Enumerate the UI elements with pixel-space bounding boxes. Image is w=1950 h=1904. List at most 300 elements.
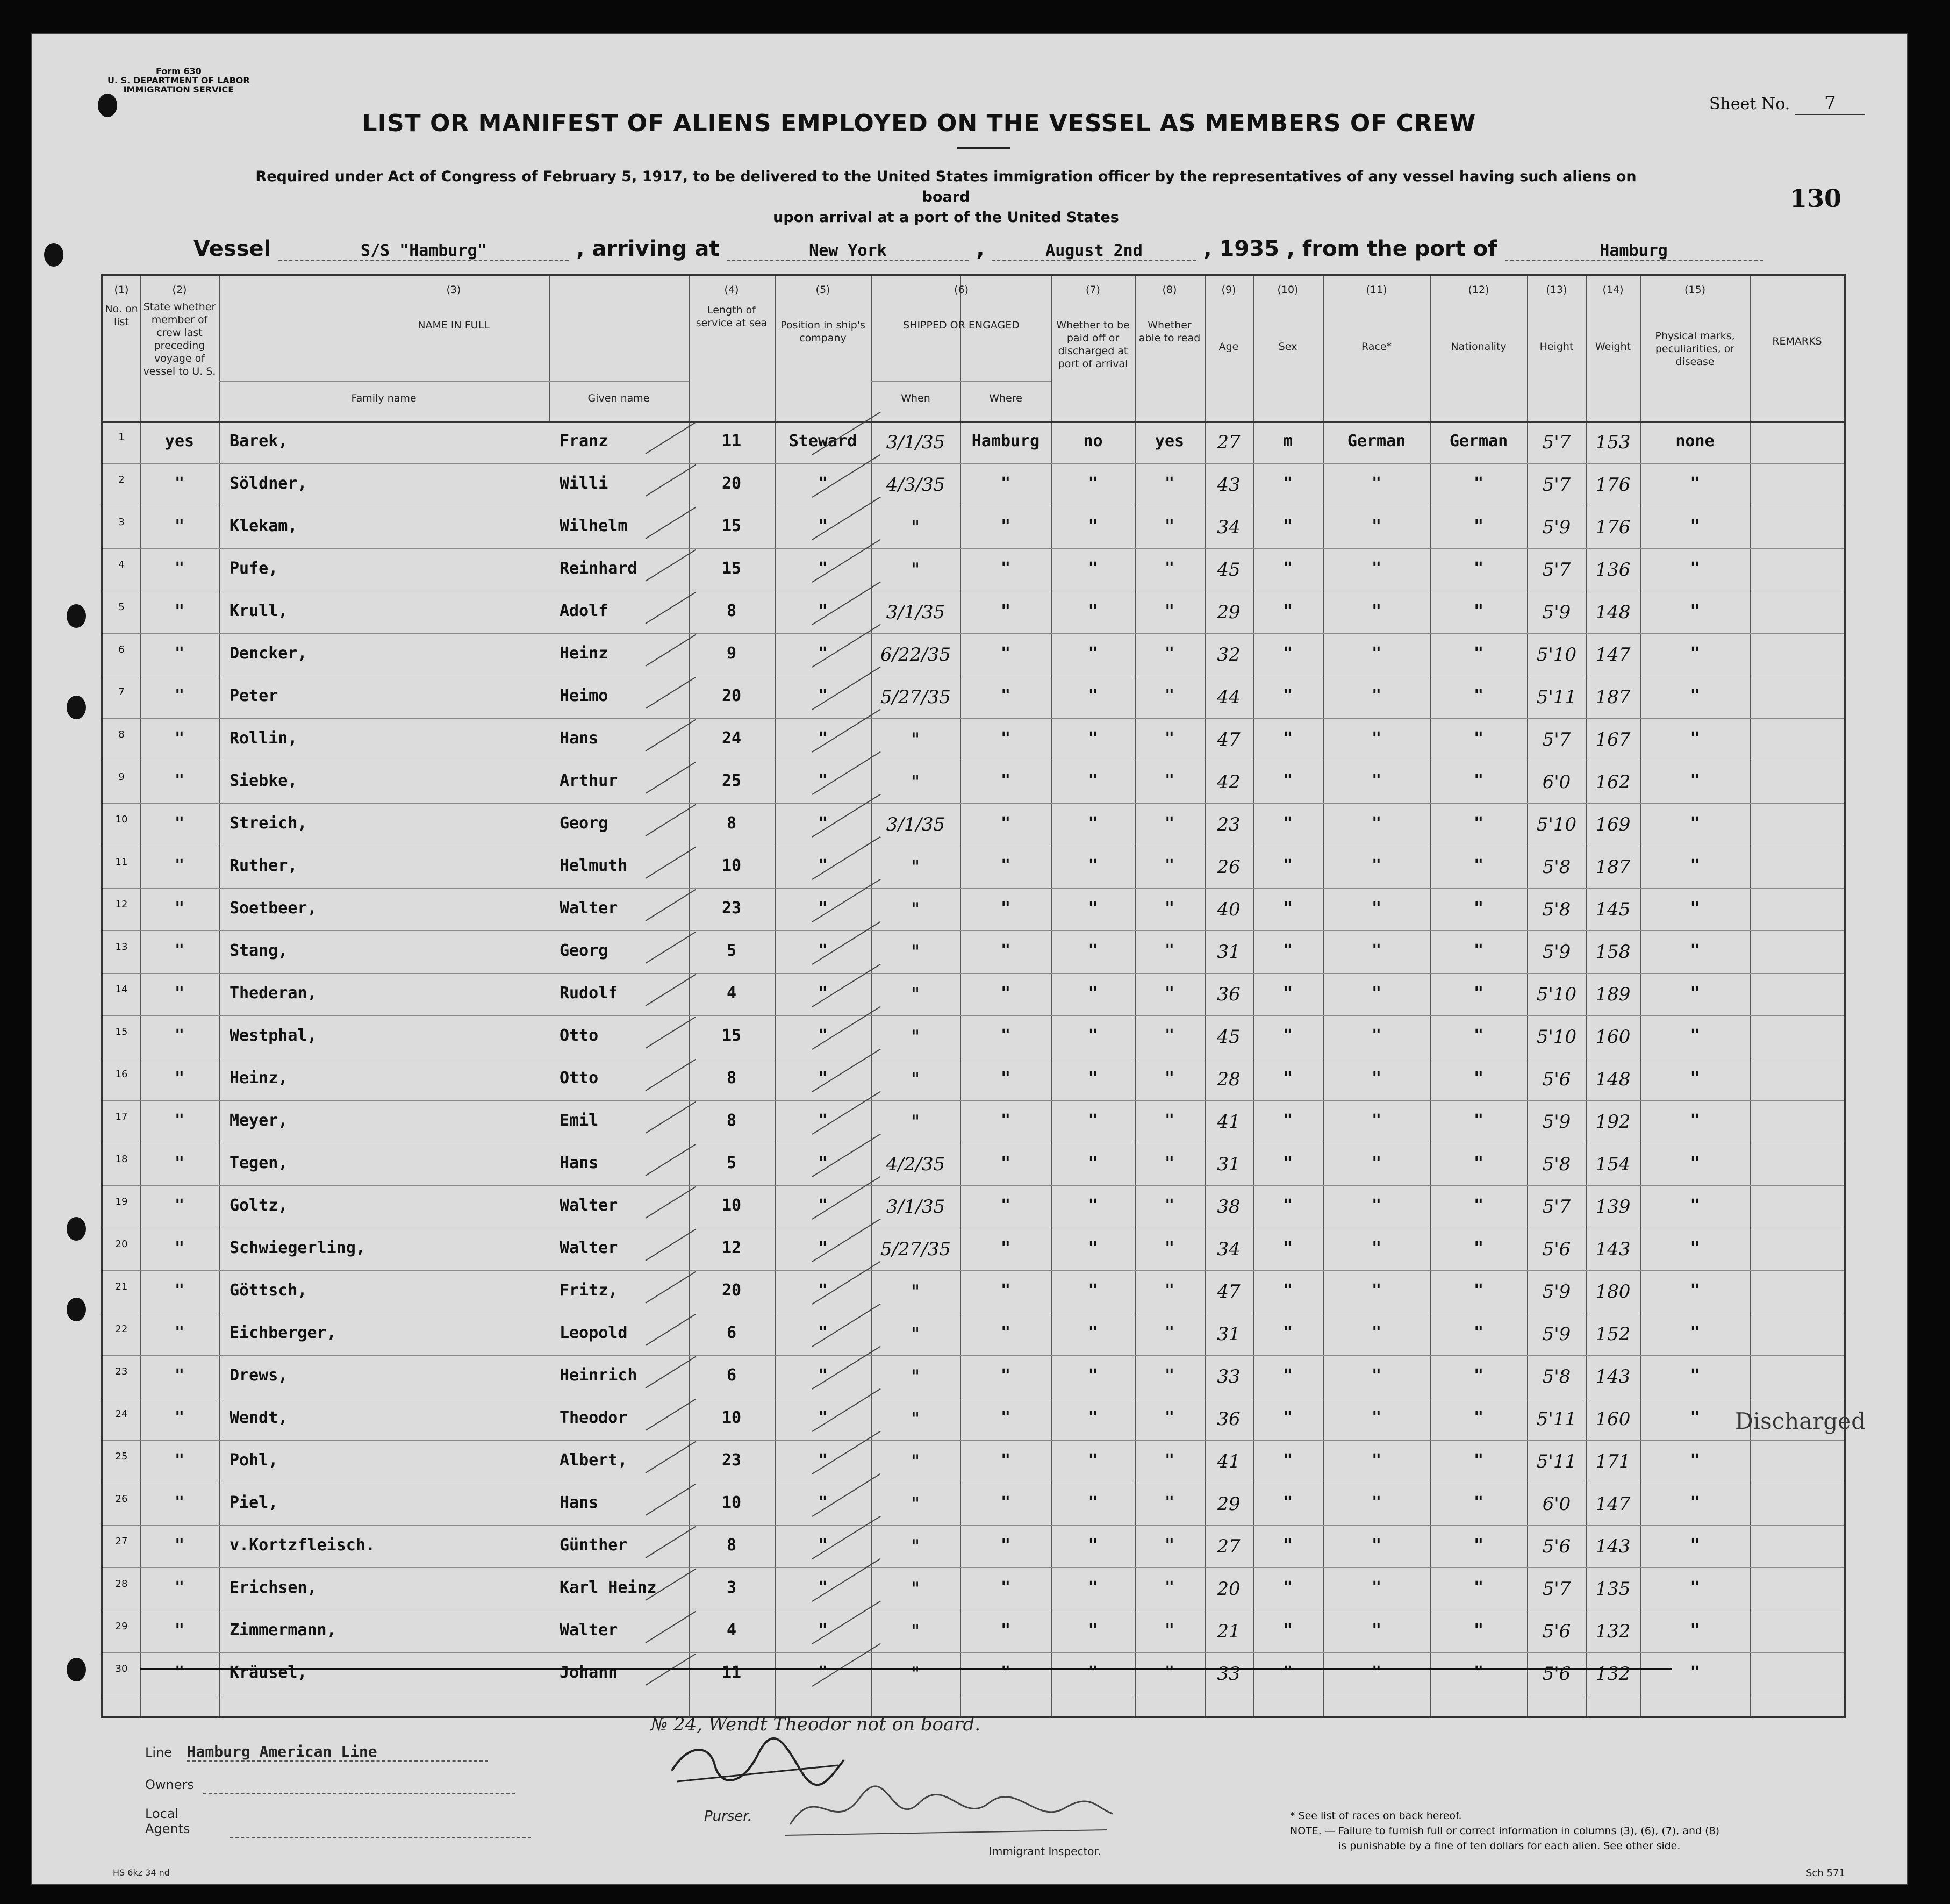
cell-height: 5'6 (1542, 1069, 1571, 1090)
cell-paid: " (1088, 1408, 1098, 1427)
cell-where: " (1000, 686, 1011, 705)
cell-no: 13 (115, 941, 128, 953)
cell-read: " (1164, 1451, 1175, 1470)
col-num: (2) (172, 284, 187, 296)
cell-position: " (818, 559, 828, 578)
cell-nat: " (1473, 771, 1484, 790)
cell-height: 5'8 (1542, 1154, 1571, 1175)
cell-prev: " (174, 1239, 185, 1257)
cell-nat: " (1473, 1281, 1484, 1300)
cell-weight: 143 (1595, 1536, 1631, 1557)
cell-read: " (1164, 1493, 1175, 1512)
cell-weight: 160 (1595, 1408, 1631, 1430)
row-divider (103, 930, 1844, 931)
cell-height: 5'7 (1542, 474, 1571, 496)
cell-position: " (818, 899, 828, 918)
col-num: (7) (1086, 284, 1100, 296)
cell-marks: " (1690, 984, 1700, 1003)
cell-race: " (1371, 1111, 1382, 1130)
col-able-to-read: Whether able to read (1138, 319, 1201, 344)
cell-marks: " (1690, 559, 1700, 578)
cell-given: Walter (560, 899, 618, 918)
cell-where: " (1000, 1493, 1011, 1512)
col-num: (8) (1162, 284, 1177, 296)
cell-prev: " (174, 1663, 185, 1682)
cell-where: " (1000, 1323, 1011, 1342)
cell-marks: " (1690, 1281, 1700, 1300)
cell-marks: " (1690, 1239, 1700, 1257)
remarks-discharged: Discharged (1735, 1408, 1866, 1434)
cell-service: 23 (721, 899, 742, 918)
cell-weight: 171 (1595, 1451, 1631, 1472)
cell-read: " (1164, 644, 1175, 663)
cell-paid: " (1088, 1111, 1098, 1130)
cell-when: " (911, 729, 920, 750)
cell-no: 14 (115, 984, 128, 995)
cell-race: " (1371, 1493, 1382, 1512)
cell-height: 5'11 (1536, 1451, 1577, 1472)
cell-weight: 153 (1595, 432, 1631, 453)
col-no-on-list: No. on list (105, 303, 138, 328)
cell-marks: " (1690, 602, 1700, 620)
cell-family: Meyer, (230, 1111, 288, 1130)
cell-read: " (1164, 474, 1175, 493)
cell-age: 38 (1217, 1196, 1241, 1218)
cell-when: " (911, 1493, 920, 1515)
cell-race: " (1371, 771, 1382, 790)
cell-family: Soetbeer, (230, 899, 317, 918)
cell-weight: 136 (1595, 559, 1631, 581)
punch-hole (67, 696, 86, 719)
cell-when: 5/27/35 (880, 686, 951, 708)
cell-no: 22 (115, 1323, 128, 1335)
cell-race: " (1371, 1026, 1382, 1045)
cell-marks: none (1675, 432, 1715, 450)
cell-prev: " (174, 1069, 185, 1087)
cell-family: Peter (230, 686, 278, 705)
print-code: HS 6kz 34 nd (113, 1867, 170, 1878)
cell-when: " (911, 1621, 920, 1642)
cell-read: " (1164, 1408, 1175, 1427)
cell-nat: " (1473, 1451, 1484, 1470)
cell-marks: " (1690, 814, 1700, 833)
cell-marks: " (1690, 1451, 1700, 1470)
cell-read: " (1164, 984, 1175, 1003)
cell-prev: " (174, 729, 185, 748)
cell-read: " (1164, 1154, 1175, 1172)
cell-height: 5'8 (1542, 856, 1571, 878)
col-sex: Sex (1278, 341, 1297, 353)
cell-prev: " (174, 941, 185, 960)
cell-prev: " (174, 1493, 185, 1512)
cell-weight: 152 (1595, 1323, 1631, 1345)
cell-when: 4/2/35 (886, 1154, 945, 1175)
cell-service: 23 (721, 1451, 742, 1470)
schedule-number: Sch 571 (1806, 1867, 1845, 1879)
cell-prev: " (174, 602, 185, 620)
cell-given: Franz (560, 432, 608, 450)
cell-read: " (1164, 1111, 1175, 1130)
cell-position: " (818, 1408, 828, 1427)
from-label: , from the port of (1286, 237, 1497, 261)
cell-age: 40 (1217, 899, 1241, 920)
col-num: (1) (114, 284, 129, 296)
cell-age: 33 (1217, 1366, 1241, 1387)
cell-age: 43 (1217, 474, 1241, 496)
cell-height: 5'9 (1542, 1281, 1571, 1302)
cell-no: 23 (115, 1366, 128, 1377)
cell-family: Zimmermann, (230, 1621, 336, 1640)
cell-no: 17 (115, 1111, 128, 1122)
cell-height: 5'10 (1536, 644, 1577, 665)
cell-service: 3 (726, 1578, 737, 1597)
cell-where: " (1000, 1536, 1011, 1555)
cell-age: 26 (1217, 856, 1241, 878)
cell-sex: " (1282, 644, 1293, 663)
cell-where: " (1000, 1111, 1011, 1130)
cell-age: 36 (1217, 1408, 1241, 1430)
handwritten-note: № 24, Wendt Theodor not on board. (650, 1714, 981, 1735)
row-divider (103, 548, 1844, 549)
cell-weight: 139 (1595, 1196, 1631, 1218)
cell-sex: " (1282, 941, 1293, 960)
cell-weight: 176 (1595, 474, 1631, 496)
cell-nat: " (1473, 1323, 1484, 1342)
cell-position: " (818, 1366, 828, 1385)
cell-no: 18 (115, 1154, 128, 1165)
cell-nat: " (1473, 1366, 1484, 1385)
cell-paid: " (1088, 559, 1098, 578)
cell-no: 27 (115, 1536, 128, 1547)
cell-marks: " (1690, 1154, 1700, 1172)
col-position: Position in ship's company (780, 319, 865, 344)
cell-read: " (1164, 1366, 1175, 1385)
cell-height: 5'6 (1542, 1536, 1571, 1557)
cell-paid: " (1088, 517, 1098, 535)
cell-race: " (1371, 1323, 1382, 1342)
cell-height: 5'9 (1542, 1111, 1571, 1133)
cell-position: " (818, 1069, 828, 1087)
cell-where: " (1000, 474, 1011, 493)
punch-hole (67, 1298, 86, 1321)
cell-where: Hamburg (971, 432, 1040, 450)
row-divider (103, 1525, 1844, 1526)
cell-where: " (1000, 941, 1011, 960)
cell-marks: " (1690, 1026, 1700, 1045)
cell-weight: 132 (1595, 1663, 1631, 1685)
cell-prev: " (174, 814, 185, 833)
cell-sex: " (1282, 771, 1293, 790)
cell-service: 5 (726, 941, 737, 960)
cell-age: 44 (1217, 686, 1241, 708)
col-num: (11) (1366, 284, 1387, 296)
cell-given: Adolf (560, 602, 608, 620)
cell-given: Georg (560, 941, 608, 960)
cell-weight: 132 (1595, 1621, 1631, 1642)
cell-height: 5'9 (1542, 1323, 1571, 1345)
cell-where: " (1000, 602, 1011, 620)
vessel-info: Vessel S/S "Hamburg" , arriving at New York , August 2nd , 1935 , from the port of Hamburg (193, 237, 1806, 269)
cell-service: 8 (726, 814, 737, 833)
cell-no: 19 (115, 1196, 128, 1207)
cell-where: " (1000, 771, 1011, 790)
col-length-service: Length of service at sea (696, 304, 768, 329)
cell-when: " (911, 559, 920, 581)
cell-prev: " (174, 1536, 185, 1555)
cell-family: Tegen, (230, 1154, 288, 1172)
cell-position: " (818, 856, 828, 875)
cell-marks: " (1690, 1069, 1700, 1087)
cell-position: " (818, 602, 828, 620)
cell-family: Krull, (230, 602, 288, 620)
cell-when: 6/22/35 (880, 644, 951, 665)
cell-position: " (818, 1621, 828, 1640)
cell-read: " (1164, 559, 1175, 578)
cell-sex: " (1282, 1493, 1293, 1512)
cell-sex: m (1282, 432, 1293, 450)
cell-position: " (818, 1026, 828, 1045)
cell-position: " (818, 1578, 828, 1597)
cell-marks: " (1690, 1663, 1700, 1682)
cell-where: " (1000, 1408, 1011, 1427)
cell-prev: " (174, 899, 185, 918)
cell-family: Rollin, (230, 729, 298, 748)
cell-height: 5'10 (1536, 814, 1577, 835)
cell-nat: " (1473, 984, 1484, 1003)
cell-paid: " (1088, 686, 1098, 705)
cell-height: 5'7 (1542, 1196, 1571, 1218)
cell-family: Dencker, (230, 644, 307, 663)
cell-service: 10 (721, 1408, 742, 1427)
cell-service: 8 (726, 602, 737, 620)
form-identifier (107, 67, 250, 94)
cell-marks: " (1690, 1578, 1700, 1597)
cell-sex: " (1282, 1621, 1293, 1640)
cell-nat: " (1473, 602, 1484, 620)
cell-family: Klekam, (230, 517, 298, 535)
cell-prev: " (174, 1196, 185, 1215)
cell-no: 20 (115, 1239, 128, 1250)
cell-read: " (1164, 1239, 1175, 1257)
cell-paid: " (1088, 1196, 1098, 1215)
cell-sex: " (1282, 984, 1293, 1003)
cell-given: Hans (560, 1493, 599, 1512)
cell-age: 47 (1217, 729, 1241, 750)
cell-nat: " (1473, 1026, 1484, 1045)
cell-no: 21 (115, 1281, 128, 1292)
cell-when: 4/3/35 (886, 474, 945, 496)
cell-when: " (911, 1026, 920, 1048)
punch-hole (44, 243, 63, 267)
cell-sex: " (1282, 686, 1293, 705)
cell-position: " (818, 814, 828, 833)
cell-marks: " (1690, 1536, 1700, 1555)
cell-age: 31 (1217, 1323, 1241, 1345)
line-value: Hamburg American Line (187, 1743, 488, 1762)
row-divider (103, 803, 1844, 804)
cell-where: " (1000, 729, 1011, 748)
cell-nat: German (1449, 432, 1508, 450)
cell-given: Theodor (560, 1408, 628, 1427)
cell-service: 8 (726, 1111, 737, 1130)
cell-family: Westphal, (230, 1026, 317, 1045)
cell-age: 27 (1217, 1536, 1241, 1557)
cell-family: v.Kortzfleisch. (230, 1536, 375, 1555)
cell-paid: " (1088, 771, 1098, 790)
col-num: (9) (1221, 284, 1236, 296)
arriving-port: New York (727, 241, 969, 261)
strike-through-line (140, 1668, 1672, 1670)
cell-paid: " (1088, 856, 1098, 875)
cell-no: 26 (115, 1493, 128, 1505)
cell-weight: 167 (1595, 729, 1631, 750)
cell-prev: " (174, 517, 185, 535)
cell-weight: 135 (1595, 1578, 1631, 1600)
cell-when: " (911, 771, 920, 793)
cell-sex: " (1282, 1408, 1293, 1427)
cell-when: 3/1/35 (886, 814, 945, 835)
cell-prev: " (174, 1154, 185, 1172)
cell-family: Heinz, (230, 1069, 288, 1087)
cell-prev: " (174, 984, 185, 1003)
cell-where: " (1000, 559, 1011, 578)
cell-age: 28 (1217, 1069, 1241, 1090)
cell-weight: 148 (1595, 1069, 1631, 1090)
cell-read: " (1164, 941, 1175, 960)
cell-prev: " (174, 1408, 185, 1427)
cell-when: " (911, 984, 920, 1005)
cell-race: " (1371, 941, 1382, 960)
cell-service: 20 (721, 686, 742, 705)
cell-family: Söldner, (230, 474, 307, 493)
cell-nat: " (1473, 1069, 1484, 1087)
cell-paid: " (1088, 814, 1098, 833)
cell-age: 29 (1217, 1493, 1241, 1515)
cell-marks: " (1690, 1493, 1700, 1512)
cell-paid: " (1088, 899, 1098, 918)
cell-sex: " (1282, 856, 1293, 875)
cell-race: " (1371, 814, 1382, 833)
cell-family: Kräusel, (230, 1663, 307, 1682)
cell-read: " (1164, 1578, 1175, 1597)
cell-position: " (818, 771, 828, 790)
row-divider (103, 1015, 1844, 1016)
cell-height: 5'11 (1536, 686, 1577, 708)
cell-when: 3/1/35 (886, 602, 945, 623)
punch-hole (67, 1217, 86, 1241)
cell-no: 2 (118, 474, 125, 485)
cell-family: Wendt, (230, 1408, 288, 1427)
cell-prev: " (174, 1621, 185, 1640)
cell-paid: " (1088, 1154, 1098, 1172)
cell-prev: " (174, 771, 185, 790)
cell-weight: 160 (1595, 1026, 1631, 1048)
cell-family: Stang, (230, 941, 288, 960)
cell-race: " (1371, 984, 1382, 1003)
col-family-name: Family name (351, 392, 417, 404)
cell-no: 15 (115, 1026, 128, 1037)
cell-marks: " (1690, 899, 1700, 918)
owners-field: Owners (145, 1775, 515, 1794)
cell-nat: " (1473, 814, 1484, 833)
cell-race: " (1371, 644, 1382, 663)
from-port: Hamburg (1505, 241, 1763, 261)
cell-paid: " (1088, 1069, 1098, 1087)
cell-paid: " (1088, 1493, 1098, 1512)
cell-where: " (1000, 1663, 1011, 1682)
cell-where: " (1000, 1578, 1011, 1597)
row-divider (103, 1652, 1844, 1653)
cell-nat: " (1473, 729, 1484, 748)
cell-given: Fritz, (560, 1281, 618, 1300)
cell-prev: " (174, 1366, 185, 1385)
cell-no: 4 (118, 559, 125, 570)
cell-read: " (1164, 814, 1175, 833)
cell-sex: " (1282, 1281, 1293, 1300)
service: IMMIGRATION SERVICE (123, 84, 234, 95)
cell-sex: " (1282, 474, 1293, 493)
cell-no: 9 (118, 771, 125, 783)
cell-sex: " (1282, 1239, 1293, 1257)
cell-no: 30 (115, 1663, 128, 1674)
cell-position: " (818, 686, 828, 705)
cell-when: 5/27/35 (880, 1239, 951, 1260)
cell-sex: " (1282, 899, 1293, 918)
cell-weight: 169 (1595, 814, 1631, 835)
cell-race: " (1371, 1366, 1382, 1385)
cell-service: 15 (721, 559, 742, 578)
cell-given: Johann (560, 1663, 618, 1682)
cell-nat: " (1473, 1578, 1484, 1597)
col-num: (10) (1277, 284, 1299, 296)
stamp-number: 130 (1790, 184, 1842, 213)
cell-race: " (1371, 856, 1382, 875)
cell-where: " (1000, 1621, 1011, 1640)
cell-height: 5'6 (1542, 1621, 1571, 1642)
cell-when: " (911, 1663, 920, 1685)
cell-where: " (1000, 899, 1011, 918)
cell-service: 15 (721, 1026, 742, 1045)
cell-race: " (1371, 686, 1382, 705)
cell-read: " (1164, 1536, 1175, 1555)
cell-weight: 180 (1595, 1281, 1631, 1302)
requirement-line-2: upon arrival at a port of the United States (773, 209, 1119, 226)
line-field: Line Hamburg American Line (145, 1743, 488, 1762)
row-divider (103, 1355, 1844, 1356)
cell-prev: " (174, 686, 185, 705)
cell-when: " (911, 941, 920, 963)
cell-no: 3 (118, 517, 125, 528)
cell-race: " (1371, 1281, 1382, 1300)
arrival-date: August 2nd (992, 241, 1196, 261)
cell-no: 1 (118, 432, 125, 443)
cell-given: Heinz (560, 644, 608, 663)
cell-given: Otto (560, 1026, 599, 1045)
cell-paid: " (1088, 1026, 1098, 1045)
cell-given: Reinhard (560, 559, 637, 578)
cell-marks: " (1690, 1408, 1700, 1427)
cell-weight: 148 (1595, 602, 1631, 623)
cell-weight: 187 (1595, 856, 1631, 878)
cell-family: Pufe, (230, 559, 278, 578)
cell-where: " (1000, 1366, 1011, 1385)
cell-when: " (911, 517, 920, 538)
cell-height: 6'0 (1542, 771, 1571, 793)
cell-given: Hans (560, 729, 599, 748)
cell-age: 27 (1217, 432, 1241, 453)
cell-where: " (1000, 1154, 1011, 1172)
cell-paid: " (1088, 1366, 1098, 1385)
